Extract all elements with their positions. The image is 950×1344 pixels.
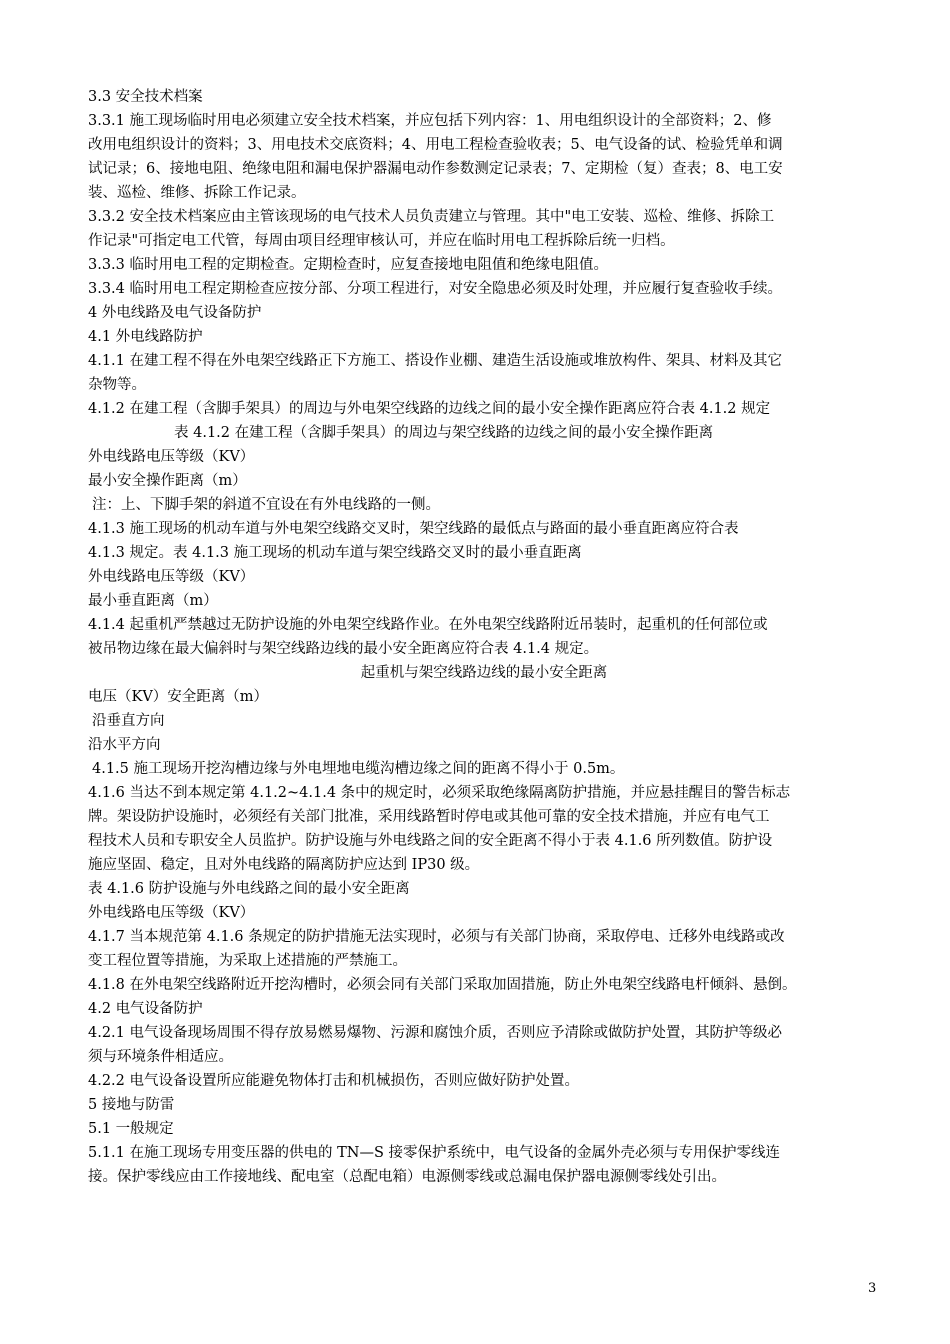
text-line: 4.1 外电线路防护 xyxy=(88,329,203,345)
text-line: 牌。架设防护设施时，必须经有关部门批准，采用线路暂时停电或其他可靠的安全技术措施，并应有电气工 xyxy=(88,809,770,825)
text-line: 被吊物边缘在最大偏斜时与架空线路边线的最小安全距离应符合表 4.1.4 规定。 xyxy=(88,641,599,657)
text-line: 装、巡检、维修、拆除工作记录。 xyxy=(88,185,306,201)
text-line: 电压（KV）安全距离（m） xyxy=(88,689,269,705)
text-line: 外电线路电压等级（KV） xyxy=(88,449,255,465)
text-line: 4.1.1 在建工程不得在外电架空线路正下方施工、搭设作业棚、建造生活设施或堆放构件、架具、材料及其它 xyxy=(88,353,782,369)
text-line: 试记录；6、接地电阻、绝缘电阻和漏电保护器漏电动作参数测定记录表；7、定期检（复）查表；8、电工安 xyxy=(88,161,783,177)
text-line: 沿垂直方向 xyxy=(92,713,165,729)
text-line: 4.1.3 规定。表 4.1.3 施工现场的机动车道与架空线路交叉时的最小垂直距离 xyxy=(88,545,582,561)
text-line: 4.1.2 在建工程（含脚手架具）的周边与外电架空线路的边线之间的最小安全操作距离应符合表 4.1.2 规定 xyxy=(88,401,771,417)
text-line: 4.1.3 施工现场的机动车道与外电架空线路交叉时，架空线路的最低点与路面的最小垂直距离应符合表 xyxy=(88,521,739,537)
text-line: 接。保护零线应由工作接地线、配电室（总配电箱）电源侧零线或总漏电保护器电源侧零线处引出。 xyxy=(88,1169,726,1185)
text-line: 沿水平方向 xyxy=(88,737,161,753)
text-line: 4.1.4 起重机严禁越过无防护设施的外电架空线路作业。在外电架空线路附近吊装时，起重机的任何部位或 xyxy=(88,617,768,633)
text-line: 3.3.1 施工现场临时用电必须建立安全技术档案，并应包括下列内容：1、用电组织设计的全部资料；2、修 xyxy=(88,113,772,129)
text-line: 4.1.8 在外电架空线路附近开挖沟槽时，必须会同有关部门采取加固措施，防止外电架空线路电杆倾斜、悬倒。 xyxy=(88,977,797,993)
text-line: 4.2 电气设备防护 xyxy=(88,1001,203,1017)
text-line: 须与环境条件相适应。 xyxy=(88,1049,233,1065)
text-line: 4.1.5 施工现场开挖沟槽边缘与外电埋地电缆沟槽边缘之间的距离不得小于 0.5m。 xyxy=(92,761,625,777)
text-line: 外电线路电压等级（KV） xyxy=(88,569,255,585)
text-line: 4 外电线路及电气设备防护 xyxy=(88,305,262,321)
text-line: 作记录"可指定电工代管，每周由项目经理审核认可，并应在临时用电工程拆除后统一归档。 xyxy=(88,233,675,249)
text-line: 4.2.1 电气设备现场周围不得存放易燃易爆物、污源和腐蚀介质，否则应予清除或做防护处置，其防护等级必 xyxy=(88,1025,782,1041)
text-line: 变工程位置等措施，为采取上述措施的严禁施工。 xyxy=(88,953,407,969)
text-line: 改用电组织设计的资料；3、用电技术交底资料；4、用电工程检查验收表；5、电气设备的试、检验凭单和调 xyxy=(88,137,783,153)
text-line: 3.3.4 临时用电工程定期检查应按分部、分项工程进行，对安全隐患必须及时处理，并应履行复查验收手续。 xyxy=(88,281,782,297)
text-line: 表 4.1.2 在建工程（含脚手架具）的周边与架空线路的边线之间的最小安全操作距离 xyxy=(174,425,714,441)
text-line: 注：上、下脚手架的斜道不宜设在有外电线路的一侧。 xyxy=(92,497,440,513)
page-number: 3 xyxy=(868,1281,877,1296)
text-line: 最小安全操作距离（m） xyxy=(88,473,247,489)
text-line: 杂物等。 xyxy=(88,377,146,393)
text-line: 最小垂直距离（m） xyxy=(88,593,218,609)
text-line: 外电线路电压等级（KV） xyxy=(88,905,255,921)
text-line: 3.3.2 安全技术档案应由主管该现场的电气技术人员负责建立与管理。其中"电工安装、巡检、维修、拆除工 xyxy=(88,209,775,225)
text-line: 4.2.2 电气设备设置所应能避免物体打击和机械损伤，否则应做好防护处置。 xyxy=(88,1073,580,1089)
text-line: 5.1.1 在施工现场专用变压器的供电的 TN—S 接零保护系统中，电气设备的金属外壳必须与专用保护零线连 xyxy=(88,1145,781,1161)
document-body xyxy=(88,86,880,1190)
text-line: 5.1 一般规定 xyxy=(88,1121,174,1137)
text-line: 表 4.1.6 防护设施与外电线路之间的最小安全距离 xyxy=(88,881,410,897)
text-line: 5 接地与防雷 xyxy=(88,1097,175,1113)
text-line: 4.1.7 当本规范第 4.1.6 条规定的防护措施无法实现时，必须与有关部门协商，采取停电、迁移外电线路或改 xyxy=(88,929,785,945)
text-line: 起重机与架空线路边线的最小安全距离 xyxy=(360,665,608,681)
text-line: 3.3 安全技术档案 xyxy=(88,89,203,105)
text-line: 3.3.3 临时用电工程的定期检查。定期检查时，应复查接地电阻值和绝缘电阻值。 xyxy=(88,257,609,273)
text-line: 施应坚固、稳定，且对外电线路的隔离防护应达到 IP30 级。 xyxy=(88,857,480,873)
text-line: 4.1.6 当达不到本规定第 4.1.2~4.1.4 条中的规定时，必须采取绝缘隔离防护措施，并应悬挂醒目的警告标志 xyxy=(88,785,791,801)
text-line: 程技术人员和专职安全人员监护。防护设施与外电线路之间的安全距离不得小于表 4.1.6 所列数值。防护设 xyxy=(88,833,773,849)
